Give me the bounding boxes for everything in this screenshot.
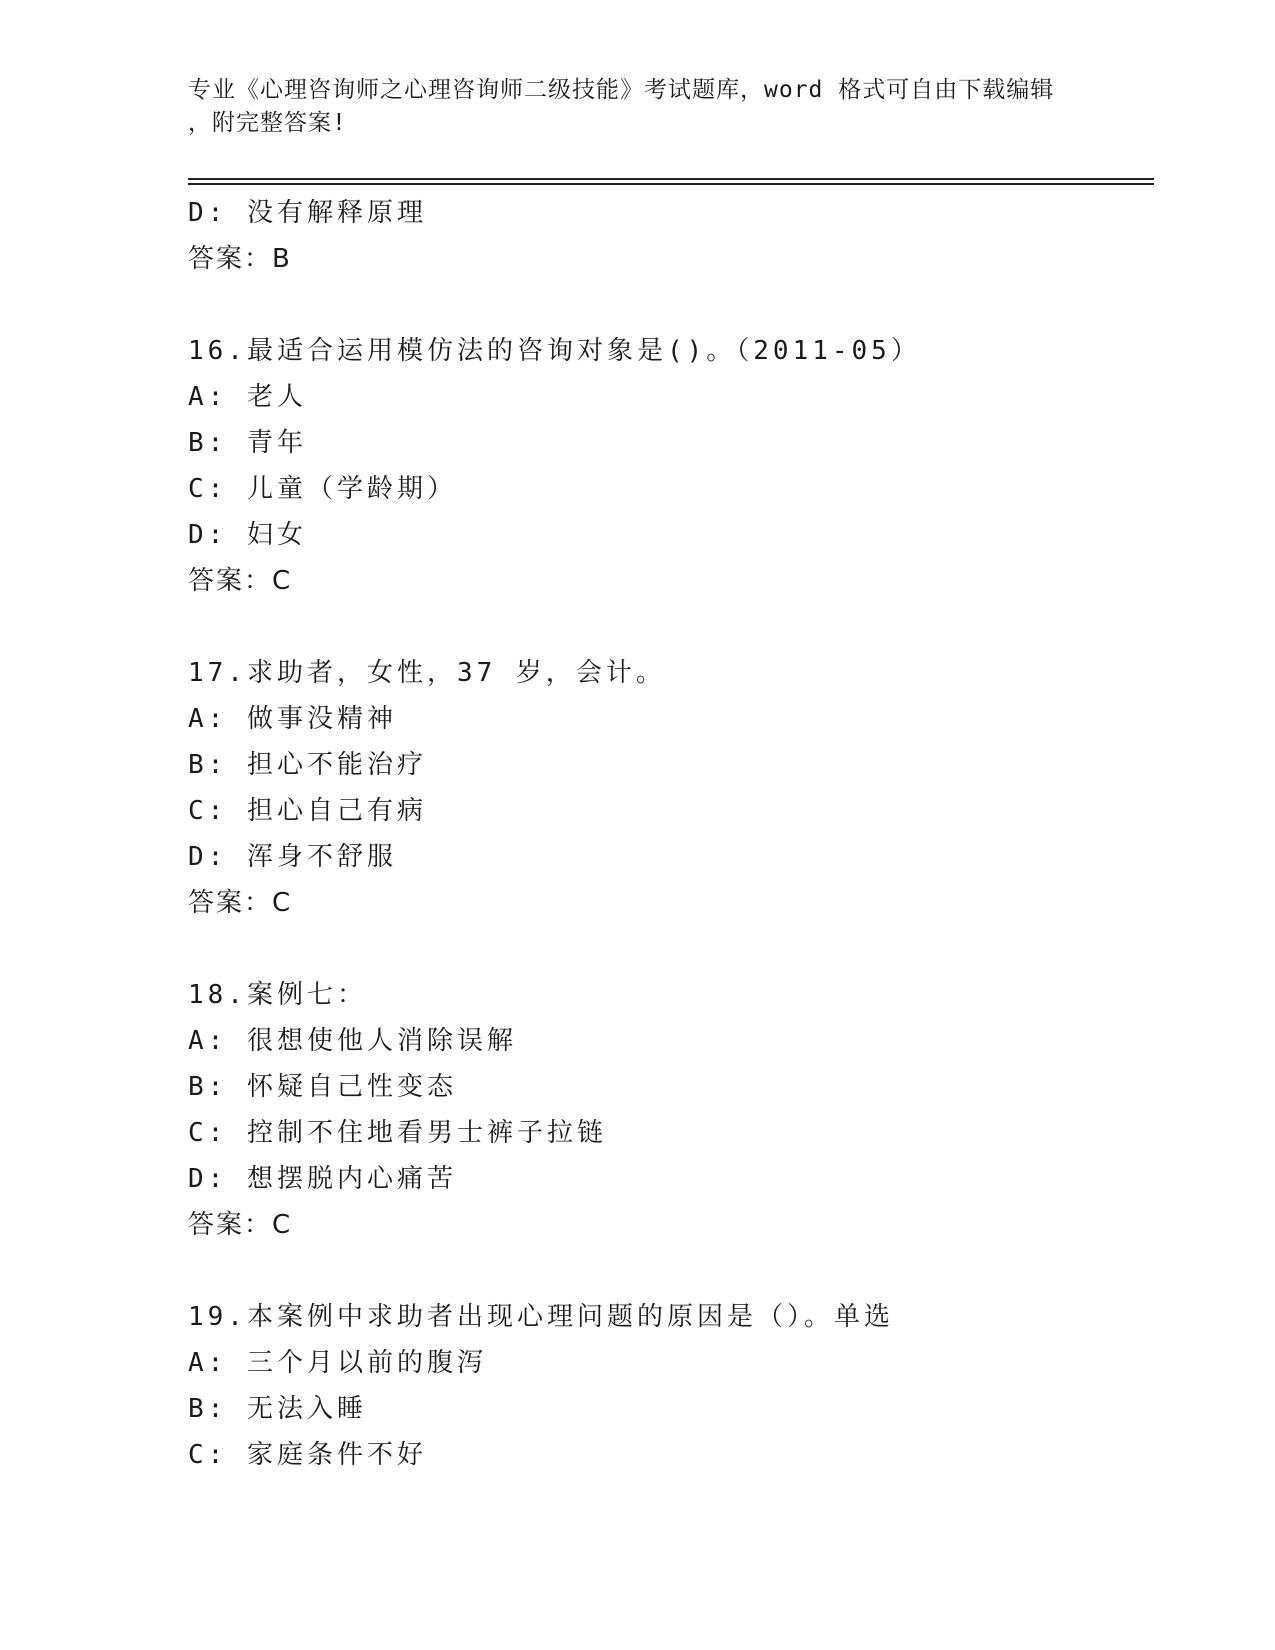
option-d: D: 浑身不舒服 xyxy=(188,842,397,872)
option-d: D: 妇女 xyxy=(188,520,307,550)
option-c: C: 控制不住地看男士裤子拉链 xyxy=(188,1118,607,1148)
question-18 xyxy=(188,972,1148,1248)
question-text: 18.案例七： xyxy=(188,980,367,1010)
option-d: D: 想摆脱内心痛苦 xyxy=(188,1164,457,1194)
answer-line: 答案：C xyxy=(188,888,293,918)
question-19 xyxy=(188,1294,1148,1478)
option-b: B: 青年 xyxy=(188,428,307,458)
answer-line: 答案：C xyxy=(188,566,293,596)
option-c: C: 担心自己有病 xyxy=(188,796,427,826)
option-d: D: 没有解释原理 xyxy=(188,198,427,228)
option-a: A: 很想使他人消除误解 xyxy=(188,1026,517,1056)
spacer xyxy=(188,1248,1148,1294)
answer-line: 答案：B xyxy=(188,244,292,274)
question-text: 17.求助者，女性，37 岁，会计。 xyxy=(188,658,666,688)
option-c: C: 家庭条件不好 xyxy=(188,1440,427,1470)
option-a: A: 做事没精神 xyxy=(188,704,397,734)
question-text: 16.最适合运用模仿法的咨询对象是()。（2011-05） xyxy=(188,336,921,366)
spacer xyxy=(188,604,1148,650)
option-c: C: 儿童（学龄期） xyxy=(188,474,457,504)
option-b: B: 怀疑自己性变态 xyxy=(188,1072,457,1102)
answer-line: 答案：C xyxy=(188,1210,293,1240)
spacer xyxy=(188,926,1148,972)
option-a: A: 老人 xyxy=(188,382,307,412)
question-list xyxy=(188,190,1148,1478)
option-a: A: 三个月以前的腹泻 xyxy=(188,1348,487,1378)
question-16 xyxy=(188,328,1148,604)
option-b: B: 无法入睡 xyxy=(188,1394,367,1424)
spacer xyxy=(188,282,1148,328)
header-line-1: 专业《心理咨询师之心理咨询师二级技能》考试题库，word 格式可自由下载编辑 xyxy=(188,77,1055,103)
header-divider-top xyxy=(188,178,1154,180)
header-divider-bottom xyxy=(188,183,1154,185)
option-b: B: 担心不能治疗 xyxy=(188,750,427,780)
question-17 xyxy=(188,650,1148,926)
document-header xyxy=(188,74,1088,140)
header-line-2: ，附完整答案! xyxy=(188,110,347,136)
question-text: 19.本案例中求助者出现心理问题的原因是（）。单选 xyxy=(188,1302,894,1332)
